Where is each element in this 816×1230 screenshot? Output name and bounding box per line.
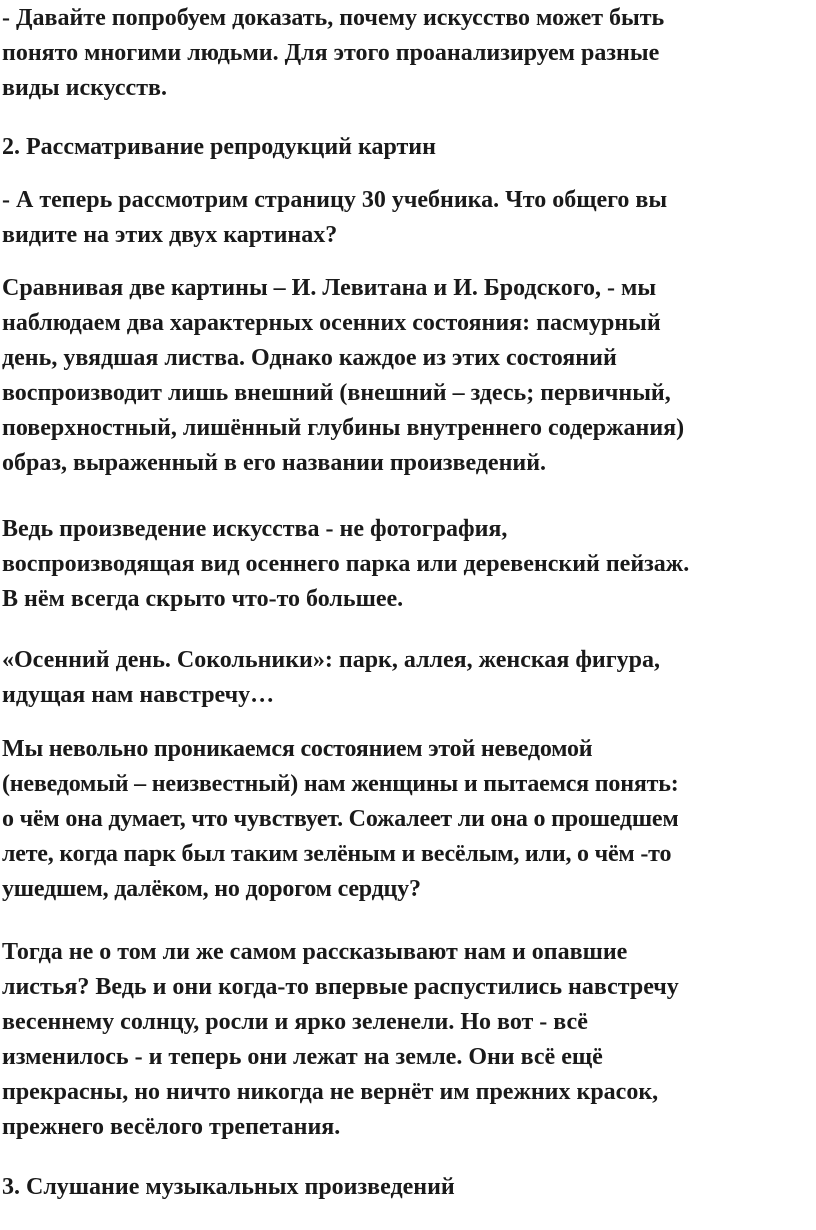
text-line: ушедшем, далёком, но дорогом сердцу? (2, 876, 421, 902)
text-line: 2. Рассматривание репродукций картин (2, 134, 436, 160)
section-heading-2 (2, 130, 436, 165)
paragraph-intro (2, 1, 664, 106)
text-line: поверхностный, лишённый глубины внутреннего содержания) (2, 415, 685, 441)
text-line: лете, когда парк был таким зелёным и весёлым, или, о чём -то (2, 841, 672, 867)
text-line: воспроизводит лишь внешний (внешний – здесь; первичный, (2, 380, 671, 406)
text-line: прежнего весёлого трепетания. (2, 1114, 341, 1140)
paragraph-comparison (2, 271, 684, 481)
text-line: наблюдаем два характерных осенних состояния: пасмурный (2, 310, 661, 336)
section-heading-3 (2, 1170, 455, 1205)
text-line: - Давайте попробуем доказать, почему искусство может быть (2, 5, 665, 31)
text-line: видите на этих двух картинах? (2, 222, 338, 248)
text-line: - А теперь рассмотрим страницу 30 учебника. Что общего вы (2, 187, 668, 213)
text-line: Тогда не о том ли же самом рассказывают нам и опавшие (2, 939, 628, 965)
text-line: о чём она думает, что чувствует. Сожалеет ли она о прошедшем (2, 806, 679, 832)
paragraph-woman (2, 732, 679, 907)
text-line: В нём всегда скрыто что-то большее. (2, 586, 404, 612)
text-line: воспроизводящая вид осеннего парка или деревенский пейзаж. (2, 551, 690, 577)
text-line: изменилось - и теперь они лежат на земле. Они всё ещё (2, 1044, 603, 1070)
text-line: 3. Слушание музыкальных произведений (2, 1174, 455, 1200)
text-line: (неведомый – неизвестный) нам женщины и пытаемся понять: (2, 771, 679, 797)
text-line: Мы невольно проникаемся состоянием этой неведомой (2, 736, 593, 762)
text-line: «Осенний день. Сокольники»: парк, аллея, женская фигура, (2, 647, 661, 673)
paragraph-question (2, 183, 667, 253)
paragraph-not-photo (2, 512, 689, 617)
text-line: листья? Ведь и они когда-то впервые распустились навстречу (2, 974, 679, 1000)
text-line: виды искусств. (2, 75, 167, 101)
paragraph-leaves (2, 935, 679, 1145)
text-line: день, увядшая листва. Однако каждое из этих состояний (2, 345, 617, 371)
text-line: образ, выраженный в его названии произведений. (2, 450, 547, 476)
text-line: идущая нам навстречу… (2, 682, 275, 708)
text-line: Ведь произведение искусства - не фотография, (2, 516, 508, 542)
text-line: весеннему солнцу, росли и ярко зеленели. Но вот - всё (2, 1009, 588, 1035)
text-line: Сравнивая две картины – И. Левитана и И. Бродского, - мы (2, 275, 657, 301)
text-line: понято многими людьми. Для этого проанализируем разные (2, 40, 660, 66)
paragraph-sokolniki (2, 643, 660, 713)
text-line: прекрасны, но ничто никогда не вернёт им прежних красок, (2, 1079, 659, 1105)
